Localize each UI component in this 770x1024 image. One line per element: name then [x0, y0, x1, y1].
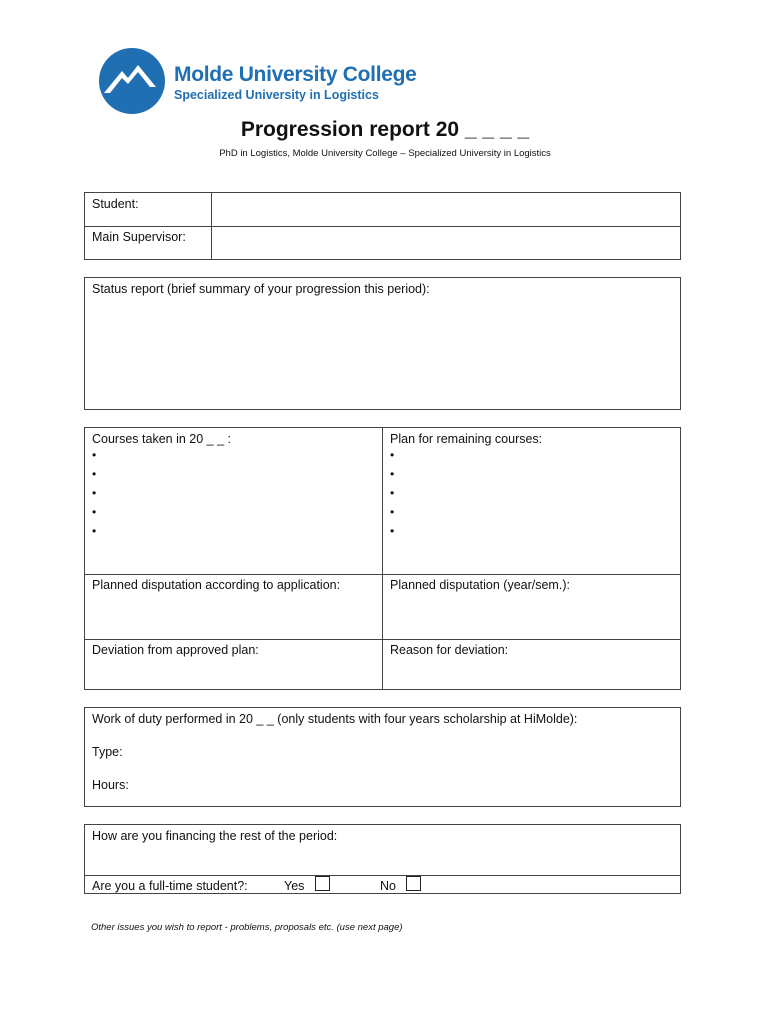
courses-taken-list: [92, 446, 96, 541]
page-subtitle: PhD in Logistics, Molde University College – Specialized University in Logistics: [219, 148, 551, 159]
list-item[interactable]: •: [390, 467, 395, 481]
list-item[interactable]: •: [92, 505, 97, 519]
financing-box: [84, 824, 681, 894]
student-field[interactable]: [213, 193, 680, 226]
status-report-box: [84, 277, 681, 410]
identity-table: [84, 192, 681, 260]
no-label: No: [380, 879, 396, 893]
list-item[interactable]: •: [92, 467, 97, 481]
status-report-field[interactable]: [85, 300, 680, 409]
list-item[interactable]: •: [92, 448, 97, 462]
list-item[interactable]: •: [390, 448, 395, 462]
status-report-label: Status report (brief summary of your progression this period):: [92, 282, 430, 296]
list-item[interactable]: •: [92, 524, 97, 538]
reason-deviation-label: Reason for deviation:: [390, 643, 509, 657]
college-logo: [98, 47, 417, 115]
plan-remaining-list: [390, 446, 394, 541]
yes-checkbox[interactable]: [315, 876, 330, 891]
page-title: Progression report 20 _ _ _ _: [240, 118, 530, 141]
financing-label: How are you financing the rest of the period:: [92, 829, 338, 843]
college-tagline: Specialized University in Logistics: [174, 88, 379, 102]
fulltime-label: Are you a full-time student?:: [92, 879, 248, 893]
footer-note: Other issues you wish to report - problems, proposals etc. (use next page): [91, 922, 403, 933]
student-label: Student:: [92, 197, 139, 211]
courses-table: [84, 427, 681, 690]
list-item[interactable]: •: [390, 505, 395, 519]
mountain-logo-icon: [98, 47, 166, 115]
college-name: Molde University College: [174, 63, 417, 86]
duty-type-label: Type:: [92, 745, 123, 759]
work-duty-box: [84, 707, 681, 807]
disputation-semester-label: Planned disputation (year/sem.):: [390, 578, 570, 592]
list-item[interactable]: •: [390, 486, 395, 500]
plan-remaining-label: Plan for remaining courses:: [390, 432, 543, 446]
deviation-label: Deviation from approved plan:: [92, 643, 259, 657]
list-item[interactable]: •: [92, 486, 97, 500]
list-item[interactable]: •: [390, 524, 395, 538]
yes-label: Yes: [284, 879, 305, 893]
disputation-application-label: Planned disputation according to application:: [92, 578, 341, 592]
duty-hours-label: Hours:: [92, 778, 129, 792]
work-duty-label: Work of duty performed in 20 _ _ (only students with four years scholarship at HiMolde):: [92, 712, 578, 726]
courses-taken-label: Courses taken in 20 _ _ :: [92, 432, 231, 446]
supervisor-label: Main Supervisor:: [92, 230, 186, 244]
no-checkbox[interactable]: [406, 876, 421, 891]
supervisor-field[interactable]: [213, 227, 680, 259]
